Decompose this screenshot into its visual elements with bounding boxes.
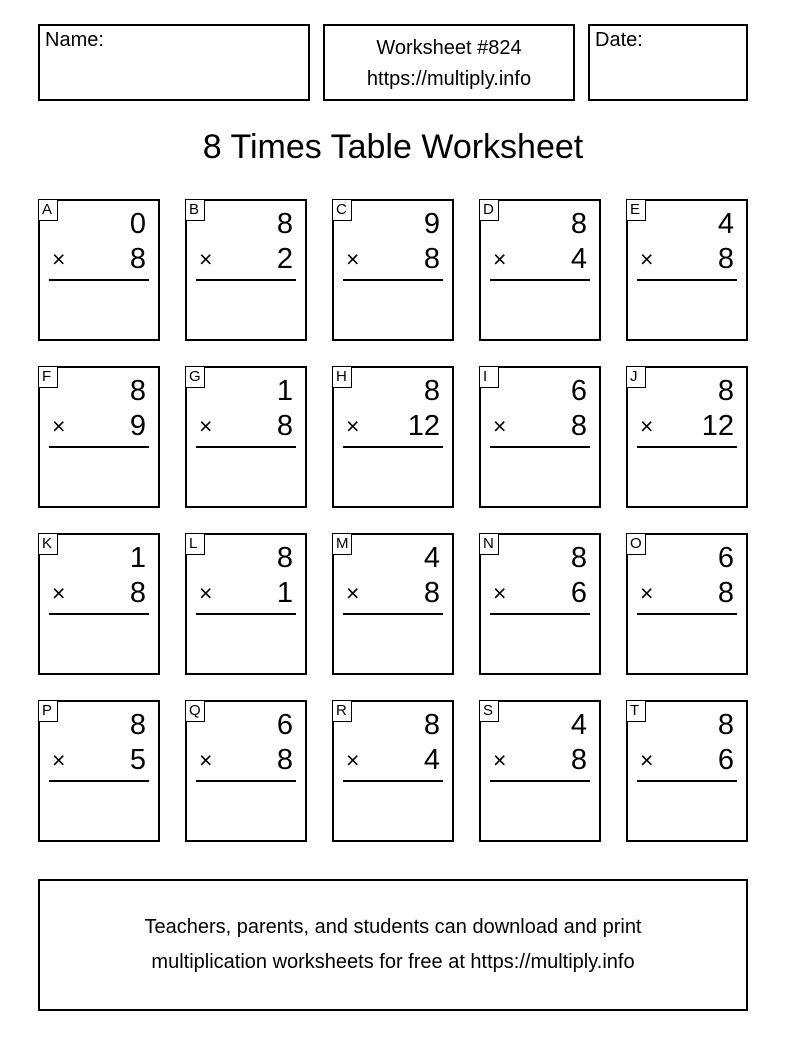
- problem-letter: I: [479, 366, 499, 388]
- page-title: 8 Times Table Worksheet: [202, 128, 584, 166]
- worksheet-info-box: [323, 24, 575, 101]
- answer-line: [490, 780, 590, 782]
- times-sign: ×: [346, 246, 360, 272]
- footer-text-line-2: multiplication worksheets for free at https://multiply.info: [151, 951, 635, 973]
- problem-letter: A: [38, 199, 58, 221]
- multiplicand: 1: [276, 375, 293, 407]
- problem-card: [38, 366, 160, 508]
- times-sign: ×: [493, 246, 507, 272]
- times-sign: ×: [640, 580, 654, 606]
- problem-letter: D: [479, 199, 499, 221]
- multiplicand: 8: [717, 709, 734, 741]
- times-sign: ×: [640, 413, 654, 439]
- times-sign: ×: [493, 413, 507, 439]
- problem-card: [626, 366, 748, 508]
- problem-letter: E: [626, 199, 646, 221]
- problem-card: [185, 700, 307, 842]
- answer-line: [49, 279, 149, 281]
- problem-card: [332, 533, 454, 675]
- multiplier: 9: [129, 410, 146, 442]
- problem-card: [626, 533, 748, 675]
- problem-card: [626, 199, 748, 341]
- answer-line: [343, 613, 443, 615]
- multiplier: 4: [423, 744, 440, 776]
- answer-line: [637, 446, 737, 448]
- multiplicand: 1: [129, 542, 146, 574]
- problem-card: [185, 199, 307, 341]
- answer-line: [343, 279, 443, 281]
- problem-card: [479, 533, 601, 675]
- name-label: Name:: [45, 29, 104, 51]
- multiplier: 6: [717, 744, 734, 776]
- problem-letter: G: [185, 366, 205, 388]
- times-sign: ×: [52, 747, 66, 773]
- answer-line: [49, 780, 149, 782]
- name-box: [38, 24, 310, 101]
- multiplier: 5: [129, 744, 146, 776]
- times-sign: ×: [493, 747, 507, 773]
- multiplicand: 8: [276, 208, 293, 240]
- problem-letter: R: [332, 700, 352, 722]
- problem-letter: B: [185, 199, 205, 221]
- multiplier: 12: [701, 410, 734, 442]
- multiplicand: 8: [717, 375, 734, 407]
- problem-card: [626, 700, 748, 842]
- problem-letter: N: [479, 533, 499, 555]
- times-sign: ×: [346, 413, 360, 439]
- times-sign: ×: [199, 246, 213, 272]
- worksheet-url: https://multiply.info: [366, 68, 532, 90]
- times-sign: ×: [640, 246, 654, 272]
- multiplicand: 8: [570, 208, 587, 240]
- times-sign: ×: [199, 413, 213, 439]
- multiplier: 8: [717, 243, 734, 275]
- multiplicand: 8: [570, 542, 587, 574]
- multiplier: 8: [129, 577, 146, 609]
- problem-letter: H: [332, 366, 352, 388]
- problem-letter: F: [38, 366, 58, 388]
- multiplier: 12: [407, 410, 440, 442]
- answer-line: [637, 279, 737, 281]
- problem-letter: T: [626, 700, 646, 722]
- multiplicand: 8: [423, 375, 440, 407]
- answer-line: [637, 780, 737, 782]
- problem-letter: Q: [185, 700, 205, 722]
- multiplier: 2: [276, 243, 293, 275]
- problem-card: [332, 700, 454, 842]
- footer-text-line-1: Teachers, parents, and students can download and print: [144, 916, 642, 938]
- problem-card: [479, 700, 601, 842]
- multiplier: 1: [276, 577, 293, 609]
- worksheet-number: Worksheet #824: [376, 37, 522, 59]
- multiplicand: 8: [129, 375, 146, 407]
- times-sign: ×: [199, 747, 213, 773]
- multiplier: 8: [423, 243, 440, 275]
- multiplier: 8: [129, 243, 146, 275]
- answer-line: [343, 446, 443, 448]
- multiplicand: 6: [570, 375, 587, 407]
- answer-line: [196, 613, 296, 615]
- problem-card: [479, 199, 601, 341]
- problem-letter: K: [38, 533, 58, 555]
- multiplier: 8: [423, 577, 440, 609]
- problem-letter: J: [626, 366, 646, 388]
- problem-card: [38, 199, 160, 341]
- multiplier: 8: [276, 744, 293, 776]
- footer-box: [38, 879, 748, 1011]
- problem-letter: C: [332, 199, 352, 221]
- problem-card: [479, 366, 601, 508]
- problem-letter: P: [38, 700, 58, 722]
- answer-line: [343, 780, 443, 782]
- multiplier: 8: [276, 410, 293, 442]
- times-sign: ×: [52, 246, 66, 272]
- date-box: [588, 24, 748, 101]
- multiplicand: 4: [570, 709, 587, 741]
- answer-line: [196, 446, 296, 448]
- answer-line: [490, 613, 590, 615]
- multiplicand: 9: [423, 208, 440, 240]
- problem-card: [185, 366, 307, 508]
- multiplicand: 8: [423, 709, 440, 741]
- multiplier: 6: [570, 577, 587, 609]
- answer-line: [49, 613, 149, 615]
- multiplicand: 4: [423, 542, 440, 574]
- answer-line: [196, 780, 296, 782]
- times-sign: ×: [52, 580, 66, 606]
- date-label: Date:: [595, 29, 643, 51]
- problem-letter: S: [479, 700, 499, 722]
- problem-card: [38, 533, 160, 675]
- multiplier: 4: [570, 243, 587, 275]
- multiplicand: 0: [129, 208, 146, 240]
- times-sign: ×: [493, 580, 507, 606]
- multiplicand: 6: [276, 709, 293, 741]
- problem-card: [38, 700, 160, 842]
- multiplicand: 6: [717, 542, 734, 574]
- multiplicand: 8: [129, 709, 146, 741]
- times-sign: ×: [52, 413, 66, 439]
- times-sign: ×: [346, 747, 360, 773]
- answer-line: [490, 279, 590, 281]
- problem-card: [185, 533, 307, 675]
- answer-line: [49, 446, 149, 448]
- problem-letter: L: [185, 533, 205, 555]
- answer-line: [490, 446, 590, 448]
- multiplier: 8: [717, 577, 734, 609]
- times-sign: ×: [346, 580, 360, 606]
- multiplier: 8: [570, 410, 587, 442]
- problem-card: [332, 199, 454, 341]
- problem-letter: O: [626, 533, 646, 555]
- multiplicand: 8: [276, 542, 293, 574]
- answer-line: [637, 613, 737, 615]
- answer-line: [196, 279, 296, 281]
- problem-card: [332, 366, 454, 508]
- times-sign: ×: [199, 580, 213, 606]
- problem-letter: M: [332, 533, 352, 555]
- multiplicand: 4: [717, 208, 734, 240]
- multiplier: 8: [570, 744, 587, 776]
- times-sign: ×: [640, 747, 654, 773]
